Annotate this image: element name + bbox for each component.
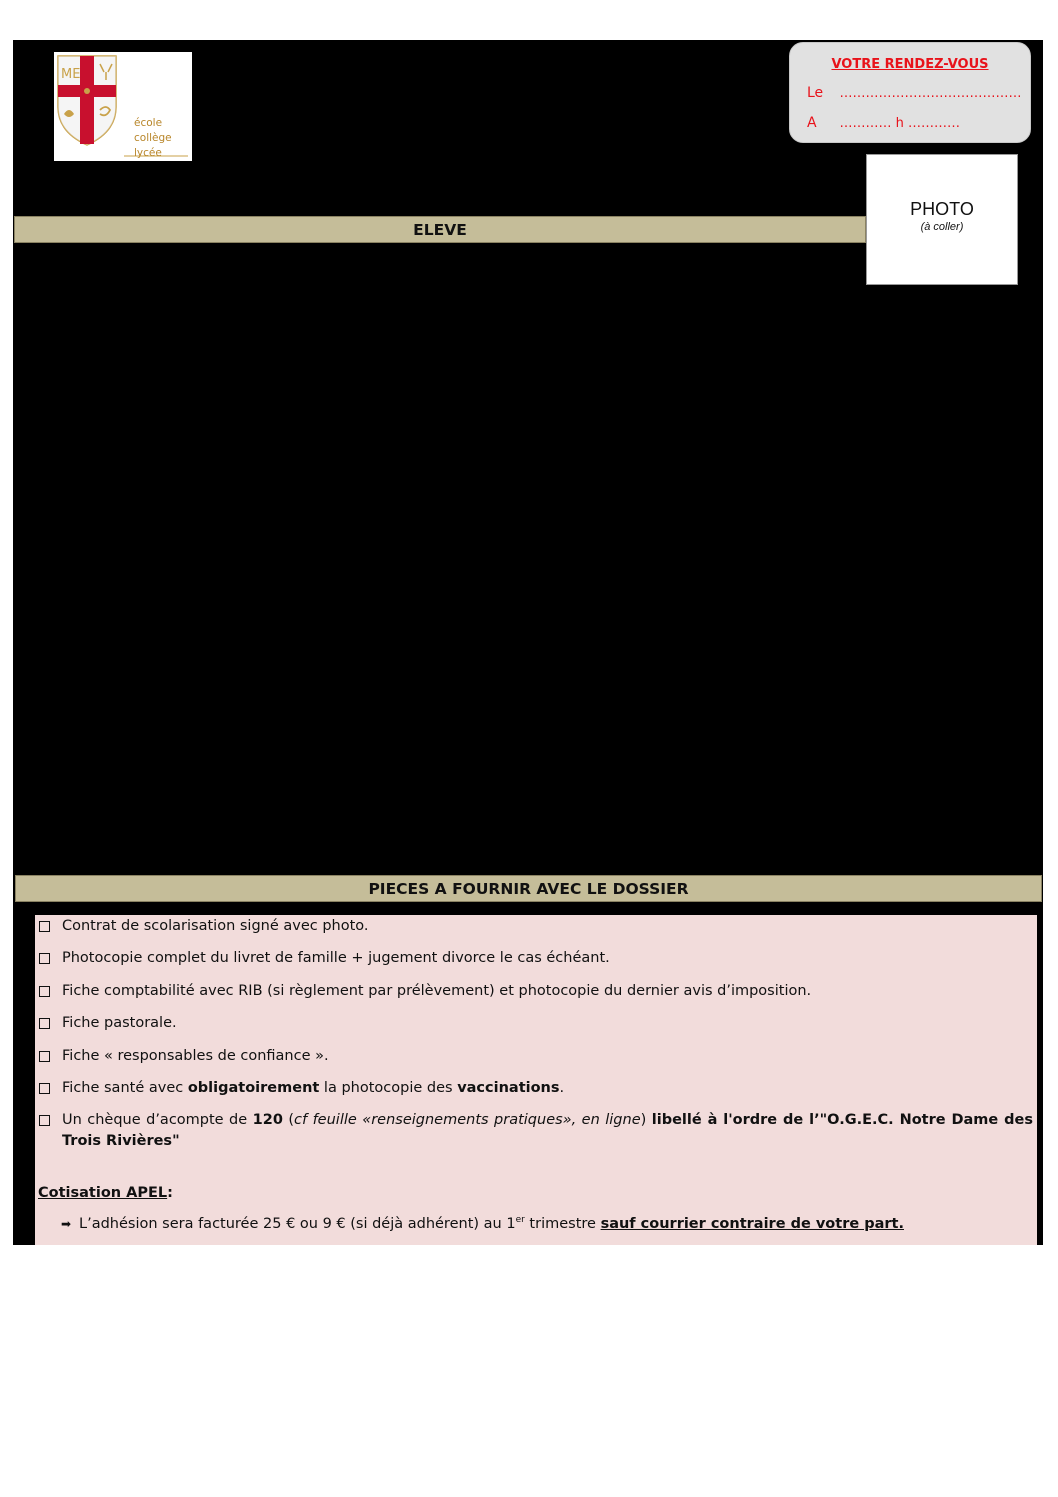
photo-box (866, 154, 1018, 285)
item-cheque-reference: cf feuille «renseignements pratiques», en ligne (294, 1112, 641, 1128)
checkbox-icon[interactable] (39, 921, 50, 932)
photo-instruction: (à coller) (920, 221, 964, 233)
cotisation-apel-heading (38, 1185, 173, 1201)
item-cheque-payee: libellé à l'ordre de l’"O.G.E.C. Notre Dame des Trois Rivières" (62, 1112, 1033, 1149)
checkbox-icon[interactable] (39, 1018, 50, 1029)
checkbox-icon[interactable] (39, 1115, 50, 1126)
checkbox-icon[interactable] (39, 953, 50, 964)
photo-label: PHOTO (910, 199, 974, 219)
checkbox-icon[interactable] (39, 1083, 50, 1094)
appointment-date-label: Le (807, 85, 824, 101)
apel-text: L’adhésion sera facturée 25 € ou 9 € (si déjà adhérent) au 1 (79, 1215, 516, 1232)
arrow-right-icon: ➡ (61, 1216, 72, 1231)
item-fiche-sante-vaccinations: vaccinations (457, 1080, 560, 1096)
svg-text:ME: ME (61, 67, 81, 82)
item-cheque-acompte (62, 1110, 1033, 1152)
item-fiche-sante-end: . (559, 1080, 565, 1096)
cotisation-label: Cotisation APEL (38, 1185, 168, 1201)
apel-condition: sauf courrier contraire de votre part. (600, 1215, 904, 1232)
item-cheque-text: Un chèque d’acompte de (62, 1112, 253, 1128)
item-fiche-comptabilite: Fiche comptabilité avec RIB (si règlement par prélèvement) et photocopie du dernier avis d’imposition. (62, 983, 812, 999)
appointment-time-label: A (807, 115, 817, 131)
checkbox-icon[interactable] (39, 1051, 50, 1062)
item-fiche-sante-text-2: la photocopie des (319, 1080, 458, 1096)
logo-line-lycee: lycée (134, 147, 162, 159)
item-contrat: Contrat de scolarisation signé avec photo. (62, 918, 369, 934)
appointment-time-field[interactable]: ………… h ………… (839, 116, 960, 131)
item-fiche-sante-bold: obligatoirement (187, 1080, 320, 1096)
item-responsables-confiance: Fiche « responsables de confiance ». (62, 1048, 329, 1064)
list-item (39, 1078, 1033, 1099)
item-livret-famille: Photocopie complet du livret de famille + jugement divorce le cas échéant. (62, 950, 610, 966)
section-header-eleve: ELEVE (14, 216, 866, 243)
item-fiche-pastorale: Fiche pastorale. (62, 1015, 177, 1031)
appointment-date-field[interactable]: …………………………………… (839, 86, 1022, 101)
appointment-time-row (807, 115, 960, 131)
school-logo (54, 52, 192, 161)
section-header-pieces: PIECES A FOURNIR AVEC LE DOSSIER (15, 875, 1042, 902)
apel-text-2: trimestre (524, 1215, 601, 1232)
documents-checklist (35, 915, 1037, 1245)
appointment-date-row (807, 85, 1021, 101)
item-fiche-sante-text: Fiche santé avec (62, 1080, 188, 1096)
item-fiche-sante (62, 1078, 1033, 1099)
item-cheque-paren-close: ) (640, 1112, 652, 1128)
list-item (39, 1110, 1033, 1152)
item-cheque-amount: 120 (252, 1112, 283, 1128)
apel-sup: er (515, 1215, 525, 1225)
list-item (39, 1013, 1033, 1034)
cotisation-colon: : (167, 1185, 173, 1201)
appointment-title: VOTRE RENDEZ-VOUS (831, 57, 989, 72)
list-item (39, 1046, 1033, 1067)
list-item (39, 981, 1033, 1002)
item-cheque-paren-open: ( (282, 1112, 295, 1128)
list-item (39, 916, 1033, 937)
appointment-box (789, 42, 1031, 143)
logo-line-college: collège (134, 132, 172, 144)
list-item (39, 948, 1033, 969)
logo-line-ecole: école (134, 117, 163, 129)
checkbox-icon[interactable] (39, 986, 50, 997)
apel-info-line (61, 1215, 904, 1232)
